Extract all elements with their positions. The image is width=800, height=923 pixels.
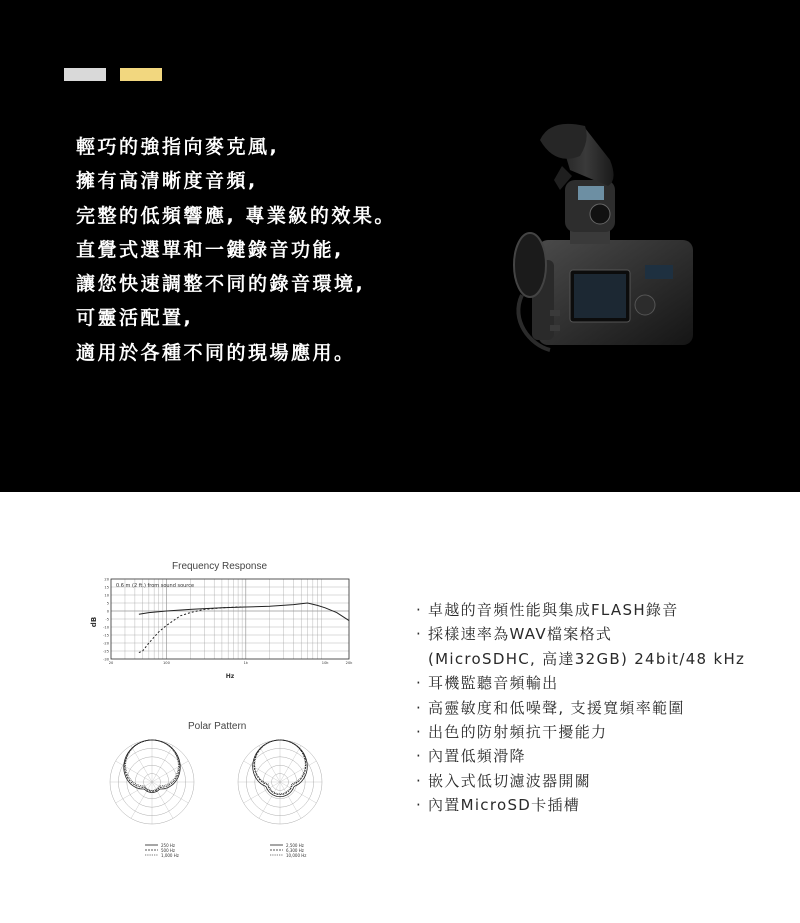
feature-item <box>416 769 745 793</box>
polar-spoke <box>116 761 152 782</box>
feature-bullet: · <box>416 674 423 693</box>
feature-item <box>416 696 745 720</box>
grey-color-swatch <box>64 68 106 81</box>
feature-item <box>416 744 745 768</box>
feature-bullet: · <box>416 771 423 790</box>
frequency-x-tick-label: 10k <box>321 661 329 665</box>
legend-right-item: 10,000 Hz <box>286 853 307 858</box>
feature-text: 內置低頻滑降 <box>428 747 526 766</box>
feature-text: 採樣速率為WAV檔案格式 <box>428 625 613 644</box>
frequency-grid <box>111 579 349 659</box>
headline-line: 讓您快速調整不同的錄音環境, <box>76 273 366 296</box>
gold-color-swatch <box>120 68 162 81</box>
frequency-y-tick-label: 0 <box>106 609 109 614</box>
polar-spoke <box>152 761 188 782</box>
frequency-note: 0.6 m (2 ft.) from sound source <box>116 583 195 589</box>
headline-line: 輕巧的強指向麥克風, <box>76 136 280 158</box>
headline-text <box>76 130 396 370</box>
frequency-y-tick-label: 15 <box>104 585 109 590</box>
feature-item <box>416 598 745 622</box>
frequency-response-title: Frequency Response <box>172 561 268 572</box>
frequency-y-tick-label: -10 <box>103 625 109 630</box>
frequency-y-tick-label: -25 <box>103 649 109 654</box>
frequency-y-label: dB <box>90 616 98 628</box>
feature-text: 出色的防射頻抗干擾能力 <box>428 722 608 741</box>
polar-spoke <box>280 761 316 782</box>
polar-plot-high-frequencies <box>238 740 322 824</box>
feature-bullet: · <box>416 698 423 717</box>
polar-spoke <box>280 782 316 803</box>
camera-with-microphone-image <box>510 120 710 370</box>
feature-item <box>416 720 745 744</box>
polar-pattern-title: Polar Pattern <box>188 721 247 732</box>
frequency-x-tick-label: 20k <box>345 661 353 665</box>
feature-item <box>416 647 745 671</box>
frequency-y-tick-label: -30 <box>103 657 109 662</box>
feature-item <box>416 671 745 695</box>
polar-spoke <box>152 746 173 782</box>
feature-text: 內置MicroSD卡插槽 <box>428 796 581 815</box>
frequency-y-tick-label: -15 <box>103 633 109 638</box>
frequency-y-tick-label: -5 <box>105 617 109 622</box>
frequency-y-ticks <box>103 578 110 662</box>
polar-pattern-charts <box>90 734 370 864</box>
polar-spoke <box>280 746 301 782</box>
headline-line: 可靈活配置, <box>76 307 194 330</box>
headline-line: 直覺式選單和一鍵錄音功能, <box>76 238 344 261</box>
feature-bullet: · <box>416 796 423 815</box>
feature-bullet: · <box>416 722 423 741</box>
feature-text: 耳機監聽音頻輸出 <box>428 674 559 693</box>
frequency-y-tick-label: 20 <box>104 577 109 582</box>
legend-right-item: 2,500 Hz <box>286 843 304 848</box>
frequency-x-tick-label: 100 <box>163 661 170 665</box>
polar-spoke <box>244 761 280 782</box>
legend-left-item: 250 Hz <box>161 843 176 848</box>
polar-spoke <box>280 782 301 818</box>
frequency-x-tick-label: 1k <box>243 661 248 665</box>
feature-list <box>416 598 745 818</box>
legend-right-item: 6,300 Hz <box>286 848 304 853</box>
legend-left-item: 500 Hz <box>161 848 176 853</box>
polar-spoke <box>152 782 188 803</box>
polar-spoke <box>131 746 152 782</box>
frequency-series-dashed <box>139 607 246 653</box>
feature-bullet: · <box>416 625 423 644</box>
polar-plot-low-frequencies <box>110 740 194 824</box>
headline-line: 適用於各種不同的現場應用。 <box>76 341 356 364</box>
frequency-x-ticks <box>109 661 354 665</box>
polar-spoke <box>116 782 152 803</box>
polar-spoke <box>259 746 280 782</box>
frequency-x-tick-label: 20 <box>108 661 114 665</box>
frequency-y-tick-label: 10 <box>104 593 109 598</box>
headline-line: 擁有高清晰度音頻, <box>76 170 258 193</box>
feature-bullet: · <box>416 747 423 766</box>
feature-text: 卓越的音頻性能與集成FLASH錄音 <box>428 601 679 619</box>
frequency-x-label: Hz <box>225 673 235 680</box>
frequency-y-tick-label: 5 <box>106 601 109 606</box>
headline-line: 完整的低頻響應, 專業級的效果。 <box>76 204 396 227</box>
feature-text: (MicroSDHC, 高達32GB) 24bit/48 kHz <box>428 649 746 668</box>
legend-left-item: 1,000 Hz <box>161 853 179 858</box>
polar-spoke <box>152 782 173 818</box>
feature-item <box>416 793 745 817</box>
feature-item <box>416 622 745 646</box>
feature-text: 嵌入式低切濾波器開關 <box>428 771 592 790</box>
frequency-response-chart <box>90 574 360 684</box>
feature-bullet: · <box>416 601 423 619</box>
frequency-y-tick-label: -20 <box>103 641 109 646</box>
feature-text: 高靈敏度和低噪聲, 支援寬頻率範圍 <box>428 698 685 717</box>
